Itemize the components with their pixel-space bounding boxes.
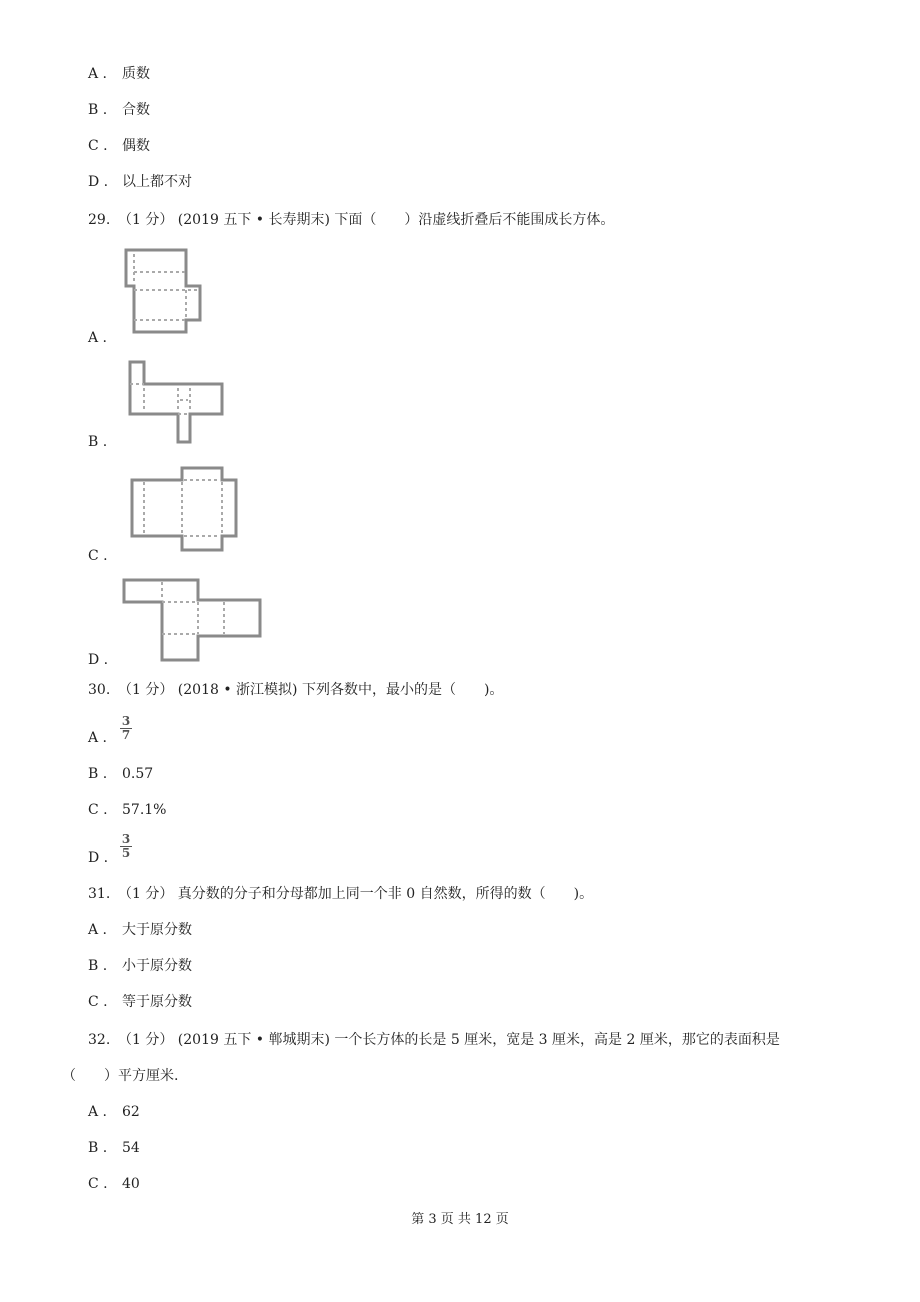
q31-option-c: C . 等于原分数 <box>88 994 192 1010</box>
q28-option-c: C . 偶数 <box>88 138 150 154</box>
q30-question: 30. （1 分） (2018 • 浙江模拟) 下列各数中，最小的是（ )。 <box>88 682 504 698</box>
q32-question-continued: （ ）平方厘米. <box>62 1068 179 1084</box>
q28-option-d: D . 以上都不对 <box>88 174 192 190</box>
q30-option-c: C . 57.1% <box>88 802 167 818</box>
q28-option-b: B . 合数 <box>88 102 150 118</box>
q30-option-d-fraction: 3 5 <box>121 832 131 860</box>
q32-question: 32. （1 分） (2019 五下 • 郸城期末) 一个长方体的长是 5 厘米，宽是 3 厘米，高是 2 厘米，那它的表面积是 <box>88 1032 780 1048</box>
q31-question: 31. （1 分） 真分数的分子和分母都加上同一个非 0 自然数，所得的数（ )。 <box>88 886 594 902</box>
q31-option-a: A . 大于原分数 <box>88 922 192 938</box>
q30-option-b: B . 0.57 <box>88 766 154 782</box>
q29-question: 29. （1 分） (2019 五下 • 长寿期末) 下面（ ）沿虚线折叠后不能围成长方体。 <box>88 212 615 228</box>
q32-option-c: C . 40 <box>88 1176 140 1192</box>
q30-option-a-fraction: 3 7 <box>121 714 131 742</box>
q29-option-c: C . <box>88 548 108 564</box>
q28-option-a: A . 质数 <box>88 66 150 82</box>
q31-option-b: B . 小于原分数 <box>88 958 192 974</box>
q29-option-d: D . <box>88 652 109 668</box>
q29-option-b: B . <box>88 434 108 450</box>
q29-option-a: A . <box>88 330 108 346</box>
net-d-figure <box>120 572 266 666</box>
q32-option-b: B . 54 <box>88 1140 140 1156</box>
net-b-figure <box>124 358 230 446</box>
q30-option-a: A . <box>88 730 108 746</box>
net-c-figure <box>126 462 242 554</box>
q30-option-d: D . <box>88 850 109 866</box>
net-a-figure <box>120 244 210 336</box>
page-footer: 第 3 页 共 12 页 <box>411 1212 509 1227</box>
q32-option-a: A . 62 <box>88 1104 140 1120</box>
